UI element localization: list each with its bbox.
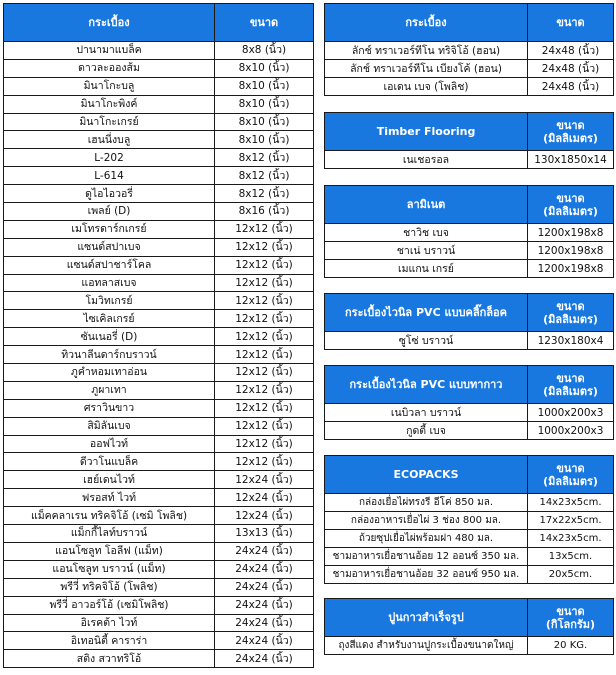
table-row <box>325 422 614 440</box>
col-header-product: กระเบื้องไวนิล PVC แบบทากาว <box>325 366 528 404</box>
size-cell: 24x24 (นิ้ว) <box>215 632 314 650</box>
col-header-size: ขนาด (มิลลิเมตร) <box>528 294 614 332</box>
table-row <box>4 185 314 203</box>
table-row <box>325 151 614 169</box>
size-cell: 12x12 (นิ้ว) <box>215 346 314 364</box>
table-row <box>4 489 314 507</box>
table-row <box>4 328 314 346</box>
col-header-tile: กระเบื้อง <box>325 4 528 42</box>
product-name-cell: ลักช์ ทราเวอร์ทีโน ทริจิโอ้ (ฮอน) <box>325 42 528 60</box>
table-row <box>4 435 314 453</box>
size-cell: 1230x180x4 <box>528 332 614 350</box>
col-header-product: ปูนกาวสำเร็จรูป <box>325 599 528 637</box>
table-row <box>4 149 314 167</box>
timber-flooring-table <box>324 112 614 169</box>
size-cell: 12x12 (นิ้ว) <box>215 417 314 435</box>
size-cell: 1000x200x3 <box>528 422 614 440</box>
left-tile-table <box>3 3 314 668</box>
product-name-cell: แม็กกี้ไลท์บราวน์ <box>4 525 215 543</box>
size-cell: 12x12 (นิ้ว) <box>215 256 314 274</box>
laminate-table <box>324 185 614 278</box>
table-row <box>325 548 614 566</box>
table-row <box>325 404 614 422</box>
timber-flooring-table-body <box>325 151 614 169</box>
col-header-size: ขนาด <box>528 4 614 42</box>
product-name-cell: กล่องเยื่อไผ่ทรงรี อีโค่ 850 มล. <box>325 494 528 512</box>
table-row <box>325 60 614 78</box>
size-cell: 14x23x5cm. <box>528 530 614 548</box>
size-cell: 8x16 (นิ้ว) <box>215 203 314 221</box>
product-name-cell: ดีวาโนแบล็ค <box>4 453 215 471</box>
size-cell: 12x12 (นิ้ว) <box>215 274 314 292</box>
size-cell: 1200x198x8 <box>528 260 614 278</box>
size-cell: 20 KG. <box>528 637 614 655</box>
table-row <box>4 95 314 113</box>
table-row <box>4 453 314 471</box>
product-name-cell: แม็คคลาเรน ทริคจิโอ้ (เซมิ โพลิช) <box>4 507 215 525</box>
product-name-cell: แอนโซลูท บราวน์ (แม็ท) <box>4 560 215 578</box>
ecopacks-table-body <box>325 494 614 584</box>
size-cell: 12x24 (นิ้ว) <box>215 507 314 525</box>
size-cell: 12x24 (นิ้ว) <box>215 471 314 489</box>
size-cell: 8x10 (นิ้ว) <box>215 95 314 113</box>
table-row <box>325 332 614 350</box>
product-name-cell: ปานามาแบล็ค <box>4 42 215 60</box>
table-row <box>4 42 314 60</box>
table-row <box>4 471 314 489</box>
product-name-cell: ชามอาหารเยื่อชานอ้อย 12 ออนซ์ 350 มล. <box>325 548 528 566</box>
size-cell: 8x10 (นิ้ว) <box>215 59 314 77</box>
product-name-cell: สติง สวาทริโอ้ <box>4 650 215 668</box>
large-tile-table <box>324 3 614 96</box>
table-row <box>4 167 314 185</box>
table-row <box>325 494 614 512</box>
product-name-cell: เฮย์เดนไวท์ <box>4 471 215 489</box>
size-cell: 24x24 (นิ้ว) <box>215 560 314 578</box>
size-cell: 24x24 (นิ้ว) <box>215 542 314 560</box>
col-header-product: ECOPACKS <box>325 456 528 494</box>
large-tile-table-body <box>325 42 614 96</box>
table-row <box>4 220 314 238</box>
product-name-cell: แซนด์สปาเบจ <box>4 238 215 256</box>
laminate-table-body <box>325 224 614 278</box>
product-name-cell: กูดตี้ เบจ <box>325 422 528 440</box>
vinyl-click-lock-table-body <box>325 332 614 350</box>
product-name-cell: เนเชอรอล <box>325 151 528 169</box>
table-row <box>325 78 614 96</box>
product-name-cell: ดาวละอองส้ม <box>4 59 215 77</box>
table-row <box>325 42 614 60</box>
size-cell: 8x8 (นิ้ว) <box>215 42 314 60</box>
size-cell: 8x10 (นิ้ว) <box>215 131 314 149</box>
product-name-cell: สิมิลันเบจ <box>4 417 215 435</box>
vinyl-click-lock-table <box>324 293 614 350</box>
product-name-cell: มินาโกะเกรย์ <box>4 113 215 131</box>
product-name-cell: ทิวนาลีนดาร์กบราวน์ <box>4 346 215 364</box>
product-name-cell: ภูผาเทา <box>4 381 215 399</box>
product-name-cell: ฟรอสท์ ไวท์ <box>4 489 215 507</box>
size-cell: 12x12 (นิ้ว) <box>215 435 314 453</box>
table-row <box>4 364 314 382</box>
table-row <box>4 525 314 543</box>
table-row <box>4 59 314 77</box>
product-name-cell: มินาโกะบลู <box>4 77 215 95</box>
product-name-cell: เนบิวลา บราวน์ <box>325 404 528 422</box>
table-row <box>4 632 314 650</box>
table-row <box>4 417 314 435</box>
size-cell: 12x12 (นิ้ว) <box>215 220 314 238</box>
size-cell: 24x24 (นิ้ว) <box>215 578 314 596</box>
tile-adhesive-table <box>324 598 614 655</box>
size-cell: 12x12 (นิ้ว) <box>215 292 314 310</box>
product-name-cell: L-202 <box>4 149 215 167</box>
product-name-cell: เมโทรดาร์กเกรย์ <box>4 220 215 238</box>
col-header-weight: ขนาด (กิโลกรัม) <box>528 599 614 637</box>
table-row <box>4 113 314 131</box>
size-cell: 8x12 (นิ้ว) <box>215 185 314 203</box>
col-header-product: ลามิเนต <box>325 186 528 224</box>
product-name-cell: แอทลาสเบจ <box>4 274 215 292</box>
col-header-size: ขนาด (มิลลิเมตร) <box>528 366 614 404</box>
size-cell: 12x12 (นิ้ว) <box>215 381 314 399</box>
vinyl-glue-table <box>324 365 614 440</box>
col-header-size: ขนาด (มิลลิเมตร) <box>528 186 614 224</box>
table-row <box>4 274 314 292</box>
table-row <box>4 399 314 417</box>
col-header-product: กระเบื้องไวนิล PVC แบบคลิ๊กล็อค <box>325 294 528 332</box>
size-cell: 8x12 (นิ้ว) <box>215 149 314 167</box>
table-row <box>4 381 314 399</box>
product-name-cell: อิเรคต้า ไวท์ <box>4 614 215 632</box>
product-name-cell: ถุงสีแดง สำหรับงานปูกระเบื้องขนาดใหญ่ <box>325 637 528 655</box>
table-row <box>4 292 314 310</box>
table-row <box>325 512 614 530</box>
size-cell: 1200x198x8 <box>528 242 614 260</box>
product-name-cell: ไซเคิลเกรย์ <box>4 310 215 328</box>
table-row <box>4 131 314 149</box>
product-name-cell: กล่องอาหารเยื่อไผ่ 3 ช่อง 800 มล. <box>325 512 528 530</box>
table-row <box>325 260 614 278</box>
product-name-cell: อิเทอนิตี้ คาราร่า <box>4 632 215 650</box>
size-cell: 8x10 (นิ้ว) <box>215 113 314 131</box>
table-row <box>4 238 314 256</box>
size-cell: 12x12 (นิ้ว) <box>215 310 314 328</box>
table-row <box>4 310 314 328</box>
table-row <box>4 256 314 274</box>
product-name-cell: โมวิทเกรย์ <box>4 292 215 310</box>
col-header-product: Timber Flooring <box>325 113 528 151</box>
size-cell: 12x12 (นิ้ว) <box>215 364 314 382</box>
table-row <box>4 578 314 596</box>
product-name-cell: ชาเน่ บราวน์ <box>325 242 528 260</box>
product-name-cell: ซูโซ่ บราวน์ <box>325 332 528 350</box>
size-cell: 24x48 (นิ้ว) <box>528 78 614 96</box>
ecopacks-table <box>324 455 614 584</box>
size-cell: 130x1850x14 <box>528 151 614 169</box>
size-cell: 20x5cm. <box>528 566 614 584</box>
size-cell: 24x24 (นิ้ว) <box>215 614 314 632</box>
product-name-cell: พรีวี่ อาวอร์โอ้ (เซมิโพลิช) <box>4 596 215 614</box>
tile-adhesive-table-body <box>325 637 614 655</box>
size-cell: 12x12 (นิ้ว) <box>215 399 314 417</box>
product-name-cell: มินาโกะพิงค์ <box>4 95 215 113</box>
table-row <box>4 596 314 614</box>
product-name-cell: แซนด์สปาชาร์โคล <box>4 256 215 274</box>
size-cell: 13x13 (นิ้ว) <box>215 525 314 543</box>
size-cell: 12x12 (นิ้ว) <box>215 453 314 471</box>
table-row <box>325 637 614 655</box>
table-row <box>4 542 314 560</box>
product-name-cell: ถ้วยซุปเยื่อไผ่พร้อมฝา 480 มล. <box>325 530 528 548</box>
size-cell: 24x24 (นิ้ว) <box>215 650 314 668</box>
table-row <box>4 560 314 578</box>
table-row <box>4 203 314 221</box>
product-name-cell: ลักช์ ทราเวอร์ทีโน เบียงโค้ (ฮอน) <box>325 60 528 78</box>
size-cell: 12x24 (นิ้ว) <box>215 489 314 507</box>
table-row <box>325 224 614 242</box>
size-cell: 24x48 (นิ้ว) <box>528 42 614 60</box>
size-cell: 13x5cm. <box>528 548 614 566</box>
product-name-cell: ออฟไวท์ <box>4 435 215 453</box>
product-name-cell: เอเดน เบจ (โพลิช) <box>325 78 528 96</box>
size-cell: 8x12 (นิ้ว) <box>215 167 314 185</box>
size-cell: 12x12 (นิ้ว) <box>215 328 314 346</box>
product-name-cell: เฮนนี่งบลู <box>4 131 215 149</box>
product-name-cell: ชามอาหารเยื่อชานอ้อย 32 ออนซ์ 950 มล. <box>325 566 528 584</box>
product-name-cell: พรีวี่ ทริคจิโอ้ (โพลิช) <box>4 578 215 596</box>
col-header-size: ขนาด (มิลลิเมตร) <box>528 456 614 494</box>
table-row <box>325 566 614 584</box>
size-cell: 24x24 (นิ้ว) <box>215 596 314 614</box>
size-cell: 8x10 (นิ้ว) <box>215 77 314 95</box>
table-row <box>325 242 614 260</box>
size-cell: 24x48 (นิ้ว) <box>528 60 614 78</box>
left-table-body <box>4 42 314 668</box>
product-name-cell: ศราวินขาว <box>4 399 215 417</box>
table-row <box>4 346 314 364</box>
size-cell: 1000x200x3 <box>528 404 614 422</box>
size-cell: 1200x198x8 <box>528 224 614 242</box>
product-name-cell: ชาวิช เบจ <box>325 224 528 242</box>
table-row <box>325 530 614 548</box>
product-name-cell: เมแกน เกรย์ <box>325 260 528 278</box>
table-row <box>4 614 314 632</box>
col-header-size: ขนาด <box>215 4 314 42</box>
col-header-size: ขนาด (มิลลิเมตร) <box>528 113 614 151</box>
table-row <box>4 507 314 525</box>
product-name-cell: ภูคำหอมเทาอ่อน <box>4 364 215 382</box>
table-row <box>4 77 314 95</box>
size-cell: 14x23x5cm. <box>528 494 614 512</box>
size-cell: 12x12 (นิ้ว) <box>215 238 314 256</box>
size-cell: 17x22x5cm. <box>528 512 614 530</box>
product-name-cell: ซันเนอรี่ (D) <box>4 328 215 346</box>
product-name-cell: L-614 <box>4 167 215 185</box>
product-name-cell: ดูไอไอวอรี่ <box>4 185 215 203</box>
col-header-tile: กระเบื้อง <box>4 4 215 42</box>
product-name-cell: แอนโซลูท โอลีฟ (แม็ท) <box>4 542 215 560</box>
product-name-cell: เพลย์ (D) <box>4 203 215 221</box>
vinyl-glue-table-body <box>325 404 614 440</box>
table-row <box>4 650 314 668</box>
